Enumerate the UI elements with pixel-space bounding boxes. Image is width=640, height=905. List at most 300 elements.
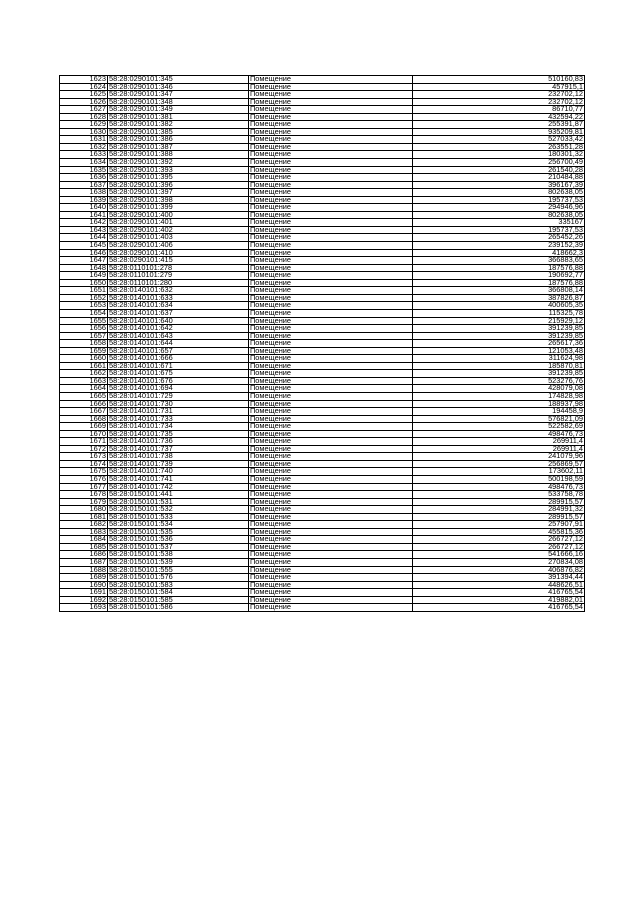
- cadastral-number-cell: 58:28:0150101:538: [108, 551, 249, 559]
- cadastral-number-cell: 58:28:0150101:534: [108, 521, 249, 529]
- value-cell: 121053,48: [413, 347, 585, 355]
- table-row: [60, 438, 585, 446]
- value-cell: 239152,39: [413, 242, 585, 250]
- value-cell: 266727,12: [413, 536, 585, 544]
- table-row: [60, 415, 585, 423]
- value-cell: 432594,22: [413, 113, 585, 121]
- row-number-cell: 1656: [60, 325, 108, 333]
- row-number-cell: 1655: [60, 317, 108, 325]
- table-row: [60, 559, 585, 567]
- row-number-cell: 1624: [60, 83, 108, 91]
- cadastral-number-cell: 58:28:0150101:586: [108, 604, 249, 612]
- cadastral-number-cell: 58:28:0290101:400: [108, 211, 249, 219]
- value-cell: 194458,9: [413, 408, 585, 416]
- object-type-cell: Помещение: [249, 460, 413, 468]
- value-cell: 455815,36: [413, 528, 585, 536]
- object-type-cell: Помещение: [249, 559, 413, 567]
- cadastral-number-cell: 58:28:0150101:537: [108, 543, 249, 551]
- object-type-cell: Помещение: [249, 506, 413, 514]
- value-cell: 448626,51: [413, 581, 585, 589]
- row-number-cell: 1679: [60, 498, 108, 506]
- object-type-cell: Помещение: [249, 204, 413, 212]
- value-cell: 366808,14: [413, 287, 585, 295]
- value-cell: 261540,28: [413, 166, 585, 174]
- value-cell: 366883,65: [413, 257, 585, 265]
- object-type-cell: Помещение: [249, 166, 413, 174]
- object-type-cell: Помещение: [249, 498, 413, 506]
- row-number-cell: 1636: [60, 174, 108, 182]
- row-number-cell: 1676: [60, 475, 108, 483]
- value-cell: 541666,16: [413, 551, 585, 559]
- row-number-cell: 1691: [60, 589, 108, 597]
- row-number-cell: 1634: [60, 159, 108, 167]
- cadastral-number-cell: 58:28:0150101:536: [108, 536, 249, 544]
- row-number-cell: 1637: [60, 181, 108, 189]
- table-row: [60, 159, 585, 167]
- row-number-cell: 1663: [60, 377, 108, 385]
- row-number-cell: 1647: [60, 257, 108, 265]
- value-cell: 195737,53: [413, 196, 585, 204]
- cadastral-number-cell: 58:28:0290101:346: [108, 83, 249, 91]
- value-cell: 263551,28: [413, 143, 585, 151]
- cadastral-number-cell: 58:28:0140101:671: [108, 362, 249, 370]
- row-number-cell: 1668: [60, 415, 108, 423]
- row-number-cell: 1688: [60, 566, 108, 574]
- cadastral-number-cell: 58:28:0140101:633: [108, 294, 249, 302]
- object-type-cell: Помещение: [249, 566, 413, 574]
- row-number-cell: 1673: [60, 453, 108, 461]
- value-cell: 86710,77: [413, 106, 585, 114]
- object-type-cell: Помещение: [249, 196, 413, 204]
- row-number-cell: 1632: [60, 143, 108, 151]
- table-row: [60, 189, 585, 197]
- row-number-cell: 1685: [60, 543, 108, 551]
- row-number-cell: 1652: [60, 294, 108, 302]
- cadastral-number-cell: 58:28:0290101:415: [108, 257, 249, 265]
- table-row: [60, 174, 585, 182]
- table-row: [60, 596, 585, 604]
- table-row: [60, 551, 585, 559]
- value-cell: 256869,57: [413, 460, 585, 468]
- cadastral-number-cell: 58:28:0140101:734: [108, 423, 249, 431]
- table-row: [60, 377, 585, 385]
- table-row: [60, 445, 585, 453]
- table-row: [60, 347, 585, 355]
- cadastral-number-cell: 58:28:0140101:738: [108, 453, 249, 461]
- object-type-cell: Помещение: [249, 257, 413, 265]
- table-row: [60, 113, 585, 121]
- table-row: [60, 325, 585, 333]
- cadastral-number-cell: 58:28:0140101:694: [108, 385, 249, 393]
- row-number-cell: 1674: [60, 460, 108, 468]
- object-type-cell: Помещение: [249, 362, 413, 370]
- table-row: [60, 460, 585, 468]
- cadastral-number-cell: 58:28:0140101:637: [108, 309, 249, 317]
- object-type-cell: Помещение: [249, 445, 413, 453]
- row-number-cell: 1643: [60, 226, 108, 234]
- table-body: [60, 76, 585, 612]
- value-cell: 257907,91: [413, 521, 585, 529]
- object-type-cell: Помещение: [249, 264, 413, 272]
- object-type-cell: Помещение: [249, 234, 413, 242]
- row-number-cell: 1635: [60, 166, 108, 174]
- row-number-cell: 1681: [60, 513, 108, 521]
- cadastral-number-cell: 58:28:0140101:634: [108, 302, 249, 310]
- value-cell: 232702,12: [413, 91, 585, 99]
- cadastral-number-cell: 58:28:0290101:382: [108, 121, 249, 129]
- row-number-cell: 1665: [60, 392, 108, 400]
- object-type-cell: Помещение: [249, 491, 413, 499]
- table-row: [60, 604, 585, 612]
- row-number-cell: 1672: [60, 445, 108, 453]
- value-cell: 174828,98: [413, 392, 585, 400]
- object-type-cell: Помещение: [249, 242, 413, 250]
- row-number-cell: 1650: [60, 279, 108, 287]
- row-number-cell: 1645: [60, 242, 108, 250]
- value-cell: 115325,78: [413, 309, 585, 317]
- row-number-cell: 1680: [60, 506, 108, 514]
- value-cell: 510160,83: [413, 76, 585, 84]
- object-type-cell: Помещение: [249, 294, 413, 302]
- table-row: [60, 287, 585, 295]
- table-row: [60, 475, 585, 483]
- value-cell: 418662,3: [413, 249, 585, 257]
- cadastral-number-cell: 58:28:0110101:278: [108, 264, 249, 272]
- row-number-cell: 1677: [60, 483, 108, 491]
- row-number-cell: 1658: [60, 340, 108, 348]
- cadastral-number-cell: 58:28:0110101:279: [108, 272, 249, 280]
- object-type-cell: Помещение: [249, 438, 413, 446]
- cadastral-number-cell: 58:28:0140101:737: [108, 445, 249, 453]
- table-row: [60, 400, 585, 408]
- table-row: [60, 309, 585, 317]
- object-type-cell: Помещение: [249, 408, 413, 416]
- cadastral-number-cell: 58:28:0290101:402: [108, 226, 249, 234]
- table-row: [60, 264, 585, 272]
- table-row: [60, 219, 585, 227]
- row-number-cell: 1644: [60, 234, 108, 242]
- cadastral-number-cell: 58:28:0150101:576: [108, 574, 249, 582]
- value-cell: 335167: [413, 219, 585, 227]
- value-cell: 284991,32: [413, 506, 585, 514]
- cadastral-number-cell: 58:28:0150101:532: [108, 506, 249, 514]
- value-cell: 311624,98: [413, 355, 585, 363]
- table-row: [60, 574, 585, 582]
- cadastral-number-cell: 58:28:0150101:531: [108, 498, 249, 506]
- cadastral-number-cell: 58:28:0140101:632: [108, 287, 249, 295]
- row-number-cell: 1670: [60, 430, 108, 438]
- object-type-cell: Помещение: [249, 340, 413, 348]
- row-number-cell: 1646: [60, 249, 108, 257]
- cadastral-number-cell: 58:28:0140101:733: [108, 415, 249, 423]
- value-cell: 256700,49: [413, 159, 585, 167]
- row-number-cell: 1654: [60, 309, 108, 317]
- row-number-cell: 1669: [60, 423, 108, 431]
- row-number-cell: 1638: [60, 189, 108, 197]
- value-cell: 269911,4: [413, 445, 585, 453]
- cadastral-number-cell: 58:28:0140101:675: [108, 370, 249, 378]
- row-number-cell: 1671: [60, 438, 108, 446]
- cadastral-number-cell: 58:28:0290101:396: [108, 181, 249, 189]
- value-cell: 391239,85: [413, 370, 585, 378]
- object-type-cell: Помещение: [249, 581, 413, 589]
- object-type-cell: Помещение: [249, 98, 413, 106]
- row-number-cell: 1660: [60, 355, 108, 363]
- value-cell: 396167,39: [413, 181, 585, 189]
- object-type-cell: Помещение: [249, 347, 413, 355]
- table-row: [60, 521, 585, 529]
- value-cell: 215929,12: [413, 317, 585, 325]
- cadastral-number-cell: 58:28:0290101:397: [108, 189, 249, 197]
- object-type-cell: Помещение: [249, 370, 413, 378]
- row-number-cell: 1630: [60, 128, 108, 136]
- object-type-cell: Помещение: [249, 159, 413, 167]
- object-type-cell: Помещение: [249, 249, 413, 257]
- object-type-cell: Помещение: [249, 121, 413, 129]
- table-row: [60, 589, 585, 597]
- table-row: [60, 491, 585, 499]
- cadastral-number-cell: 58:28:0140101:729: [108, 392, 249, 400]
- object-type-cell: Помещение: [249, 279, 413, 287]
- object-type-cell: Помещение: [249, 430, 413, 438]
- table-row: [60, 121, 585, 129]
- cadastral-number-cell: 58:28:0140101:741: [108, 475, 249, 483]
- value-cell: 802638,05: [413, 211, 585, 219]
- table-row: [60, 166, 585, 174]
- table-row: [60, 272, 585, 280]
- cadastral-number-cell: 58:28:0140101:666: [108, 355, 249, 363]
- cadastral-number-cell: 58:28:0140101:736: [108, 438, 249, 446]
- table-row: [60, 181, 585, 189]
- cadastral-number-cell: 58:28:0290101:387: [108, 143, 249, 151]
- row-number-cell: 1664: [60, 385, 108, 393]
- cadastral-number-cell: 58:28:0290101:392: [108, 159, 249, 167]
- value-cell: 195737,53: [413, 226, 585, 234]
- value-cell: 190692,77: [413, 272, 585, 280]
- value-cell: 576821,09: [413, 415, 585, 423]
- row-number-cell: 1683: [60, 528, 108, 536]
- row-number-cell: 1675: [60, 468, 108, 476]
- table-row: [60, 536, 585, 544]
- value-cell: 266727,12: [413, 543, 585, 551]
- value-cell: 500198,59: [413, 475, 585, 483]
- object-type-cell: Помещение: [249, 181, 413, 189]
- cadastral-number-cell: 58:28:0140101:644: [108, 340, 249, 348]
- table-row: [60, 136, 585, 144]
- cadastral-number-cell: 58:28:0150101:585: [108, 596, 249, 604]
- value-cell: 527033,42: [413, 136, 585, 144]
- table-row: [60, 91, 585, 99]
- value-cell: 391394,44: [413, 574, 585, 582]
- object-type-cell: Помещение: [249, 415, 413, 423]
- value-cell: 294946,96: [413, 204, 585, 212]
- cadastral-number-cell: 58:28:0290101:410: [108, 249, 249, 257]
- row-number-cell: 1631: [60, 136, 108, 144]
- row-number-cell: 1648: [60, 264, 108, 272]
- cadastral-number-cell: 58:28:0290101:381: [108, 113, 249, 121]
- object-type-cell: Помещение: [249, 543, 413, 551]
- row-number-cell: 1628: [60, 113, 108, 121]
- cadastral-number-cell: 58:28:0150101:535: [108, 528, 249, 536]
- object-type-cell: Помещение: [249, 302, 413, 310]
- table-row: [60, 340, 585, 348]
- row-number-cell: 1692: [60, 596, 108, 604]
- cadastral-number-cell: 58:28:0290101:349: [108, 106, 249, 114]
- cadastral-number-cell: 58:28:0290101:406: [108, 242, 249, 250]
- table-row: [60, 242, 585, 250]
- row-number-cell: 1684: [60, 536, 108, 544]
- table-row: [60, 83, 585, 91]
- table-row: [60, 430, 585, 438]
- value-cell: 391239,85: [413, 325, 585, 333]
- cadastral-number-cell: 58:28:0140101:735: [108, 430, 249, 438]
- cadastral-number-cell: 58:28:0290101:388: [108, 151, 249, 159]
- value-cell: 269911,4: [413, 438, 585, 446]
- row-number-cell: 1686: [60, 551, 108, 559]
- value-cell: 457915,1: [413, 83, 585, 91]
- cadastral-number-cell: 58:28:0290101:395: [108, 174, 249, 182]
- object-type-cell: Помещение: [249, 83, 413, 91]
- data-table: [59, 75, 585, 612]
- value-cell: 265617,36: [413, 340, 585, 348]
- object-type-cell: Помещение: [249, 596, 413, 604]
- table-row: [60, 468, 585, 476]
- value-cell: 935209,81: [413, 128, 585, 136]
- value-cell: 498476,73: [413, 483, 585, 491]
- cadastral-number-cell: 58:28:0150101:584: [108, 589, 249, 597]
- table-row: [60, 249, 585, 257]
- object-type-cell: Помещение: [249, 91, 413, 99]
- row-number-cell: 1623: [60, 76, 108, 84]
- table-row: [60, 302, 585, 310]
- object-type-cell: Помещение: [249, 106, 413, 114]
- row-number-cell: 1653: [60, 302, 108, 310]
- object-type-cell: Помещение: [249, 377, 413, 385]
- object-type-cell: Помещение: [249, 423, 413, 431]
- cadastral-number-cell: 58:28:0140101:742: [108, 483, 249, 491]
- table-row: [60, 98, 585, 106]
- cadastral-number-cell: 58:28:0140101:643: [108, 332, 249, 340]
- table-row: [60, 385, 585, 393]
- object-type-cell: Помещение: [249, 113, 413, 121]
- object-type-cell: Помещение: [249, 219, 413, 227]
- value-cell: 255391,87: [413, 121, 585, 129]
- value-cell: 802638,05: [413, 189, 585, 197]
- row-number-cell: 1633: [60, 151, 108, 159]
- cadastral-number-cell: 58:28:0290101:399: [108, 204, 249, 212]
- value-cell: 185870,81: [413, 362, 585, 370]
- row-number-cell: 1649: [60, 272, 108, 280]
- table-row: [60, 506, 585, 514]
- row-number-cell: 1651: [60, 287, 108, 295]
- value-cell: 391239,85: [413, 332, 585, 340]
- cadastral-number-cell: 58:28:0290101:347: [108, 91, 249, 99]
- table-row: [60, 143, 585, 151]
- cadastral-number-cell: 58:28:0290101:348: [108, 98, 249, 106]
- value-cell: 419882,01: [413, 596, 585, 604]
- cadastral-number-cell: 58:28:0150101:539: [108, 559, 249, 567]
- value-cell: 533758,78: [413, 491, 585, 499]
- cadastral-number-cell: 58:28:0290101:393: [108, 166, 249, 174]
- table-row: [60, 423, 585, 431]
- value-cell: 187576,88: [413, 264, 585, 272]
- object-type-cell: Помещение: [249, 589, 413, 597]
- value-cell: 188937,98: [413, 400, 585, 408]
- value-cell: 387826,87: [413, 294, 585, 302]
- table-row: [60, 204, 585, 212]
- row-number-cell: 1629: [60, 121, 108, 129]
- object-type-cell: Помещение: [249, 483, 413, 491]
- cadastral-number-cell: 58:28:0110101:280: [108, 279, 249, 287]
- object-type-cell: Помещение: [249, 453, 413, 461]
- table-row: [60, 392, 585, 400]
- table-row: [60, 211, 585, 219]
- object-type-cell: Помещение: [249, 309, 413, 317]
- table-row: [60, 370, 585, 378]
- value-cell: 265452,26: [413, 234, 585, 242]
- row-number-cell: 1639: [60, 196, 108, 204]
- row-number-cell: 1687: [60, 559, 108, 567]
- cadastral-number-cell: 58:28:0140101:657: [108, 347, 249, 355]
- cadastral-number-cell: 58:28:0140101:731: [108, 408, 249, 416]
- value-cell: 187576,88: [413, 279, 585, 287]
- row-number-cell: 1693: [60, 604, 108, 612]
- value-cell: 522582,69: [413, 423, 585, 431]
- table-row: [60, 355, 585, 363]
- row-number-cell: 1627: [60, 106, 108, 114]
- table-row: [60, 513, 585, 521]
- value-cell: 523276,76: [413, 377, 585, 385]
- object-type-cell: Помещение: [249, 317, 413, 325]
- cadastral-number-cell: 58:28:0290101:386: [108, 136, 249, 144]
- cadastral-number-cell: 58:28:0290101:398: [108, 196, 249, 204]
- row-number-cell: 1662: [60, 370, 108, 378]
- row-number-cell: 1689: [60, 574, 108, 582]
- object-type-cell: Помещение: [249, 551, 413, 559]
- table-row: [60, 498, 585, 506]
- object-type-cell: Помещение: [249, 521, 413, 529]
- object-type-cell: Помещение: [249, 143, 413, 151]
- row-number-cell: 1678: [60, 491, 108, 499]
- value-cell: 406876,82: [413, 566, 585, 574]
- row-number-cell: 1690: [60, 581, 108, 589]
- row-number-cell: 1657: [60, 332, 108, 340]
- object-type-cell: Помещение: [249, 536, 413, 544]
- cadastral-number-cell: 58:28:0140101:739: [108, 460, 249, 468]
- table-row: [60, 151, 585, 159]
- cadastral-number-cell: 58:28:0140101:640: [108, 317, 249, 325]
- row-number-cell: 1666: [60, 400, 108, 408]
- table-row: [60, 543, 585, 551]
- cadastral-number-cell: 58:28:0150101:583: [108, 581, 249, 589]
- object-type-cell: Помещение: [249, 513, 413, 521]
- cadastral-number-cell: 58:28:0150101:533: [108, 513, 249, 521]
- table-row: [60, 332, 585, 340]
- value-cell: 241079,96: [413, 453, 585, 461]
- table-row: [60, 362, 585, 370]
- table-row: [60, 453, 585, 461]
- value-cell: 428079,08: [413, 385, 585, 393]
- object-type-cell: Помещение: [249, 226, 413, 234]
- object-type-cell: Помещение: [249, 128, 413, 136]
- object-type-cell: Помещение: [249, 475, 413, 483]
- table-row: [60, 257, 585, 265]
- table-row: [60, 528, 585, 536]
- row-number-cell: 1682: [60, 521, 108, 529]
- table-row: [60, 317, 585, 325]
- object-type-cell: Помещение: [249, 604, 413, 612]
- object-type-cell: Помещение: [249, 189, 413, 197]
